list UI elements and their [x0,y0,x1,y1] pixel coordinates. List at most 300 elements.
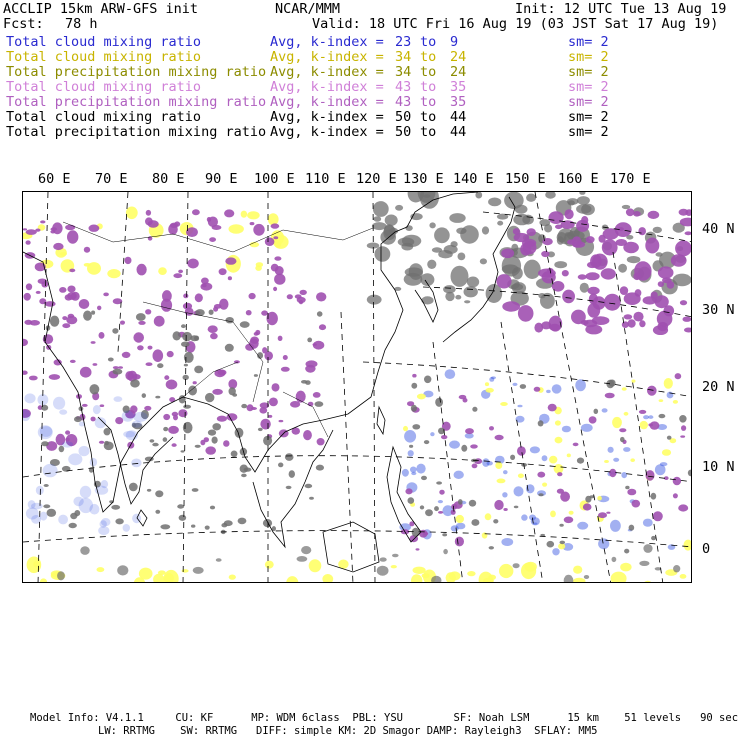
field-blob [183,294,188,299]
field-blob [416,464,425,474]
field-blob [554,261,567,268]
field-blob [441,435,447,439]
field-blob [489,546,494,549]
field-blob [500,402,508,406]
field-blob [449,441,460,449]
field-blob [678,504,688,511]
field-blob [417,394,426,400]
legend-to: to [420,34,437,50]
field-blob [219,299,228,310]
field-blob [485,382,489,386]
field-blob [155,510,160,514]
field-blob [673,493,678,498]
legend-smoothing: sm= 2 [568,94,609,110]
field-blob [193,567,204,574]
field-blob [522,239,536,247]
field-blob [576,204,591,214]
legend-smoothing: sm= 2 [568,79,609,95]
field-blob [40,512,48,521]
field-blob [499,564,513,578]
field-blob [495,435,504,440]
field-blob [451,510,456,515]
field-blob [684,328,692,333]
field-blob [31,503,43,510]
field-blob [526,194,536,202]
field-blob [620,437,625,442]
field-blob [538,269,556,278]
field-blob [409,445,413,448]
latitude-label: 40 N [702,221,735,237]
field-blob [273,236,278,239]
field-blob [613,458,619,462]
field-blob [513,563,520,568]
field-blob [268,213,279,225]
grid-line [535,192,611,583]
legend-k-start: 50 [395,124,412,140]
field-blob [580,283,589,293]
field-blob [115,518,123,524]
field-blob [667,436,672,440]
field-blob [486,388,494,393]
field-blob [261,310,268,315]
field-blob [651,536,656,540]
field-blob [482,226,489,234]
field-blob [575,379,586,391]
field-blob [274,256,281,260]
legend-to: to [420,64,437,80]
field-blob [584,575,589,579]
field-blob [455,295,461,300]
field-blob [247,404,254,411]
field-blob [65,430,70,434]
field-blob [67,230,78,243]
field-blob [673,565,680,572]
field-blob [497,479,506,484]
field-blob [132,421,142,428]
field-blob [136,313,146,321]
field-blob [80,486,91,499]
field-blob [172,412,178,417]
field-blob [684,540,693,551]
field-blob [537,472,545,478]
field-blob [517,405,522,408]
field-blob [193,381,197,384]
field-blob [84,247,90,253]
field-blob [402,469,409,477]
model-title: ACCLIP 15km ARW-GFS init [3,1,199,17]
field-blob [609,380,616,387]
field-blob [621,472,627,478]
field-blob [658,281,664,287]
field-blob [155,490,163,497]
field-blob [179,395,186,403]
field-blob [268,415,272,418]
longitude-label: 160 E [558,171,599,187]
field-blob [438,500,443,503]
field-blob [648,415,653,419]
field-blob [303,430,312,440]
field-blob [155,396,160,399]
field-blob [241,404,247,408]
field-blob [620,563,631,572]
field-blob [209,310,214,315]
legend-k-start: 43 [395,79,412,95]
field-blob [587,303,600,318]
field-blob [398,237,415,246]
field-blob [264,351,273,360]
field-blob [413,567,426,574]
field-blob [178,270,183,274]
field-blob [219,268,227,275]
field-blob [212,225,222,230]
field-blob [367,295,382,305]
field-blob [36,486,44,495]
field-blob [463,398,468,403]
field-blob [289,470,295,478]
field-blob [524,562,537,572]
field-blob [265,237,275,246]
field-blob [150,439,155,442]
field-blob [279,420,284,422]
legend-k-start: 34 [395,49,412,65]
field-blob [555,225,562,230]
field-blob [164,570,179,583]
field-blob [68,453,82,465]
field-blob [246,310,252,315]
model-info-line-2: LW: RRTMG SW: RRTMG DIFF: simple KM: 2D Smagor DAMP: Rayleigh3 SFLAY: MM5 [98,725,598,737]
field-blob [205,446,216,454]
field-blob [680,435,685,437]
field-blob [29,376,38,381]
field-blob [133,332,144,342]
field-blob [93,363,98,366]
field-blob [217,416,227,422]
field-blob [249,293,256,299]
field-blob [623,447,630,452]
field-blob [629,525,635,531]
legend-to: to [420,79,437,95]
field-blob [590,254,602,268]
field-blob [226,317,234,323]
field-blob [479,572,493,583]
field-blob [555,420,561,425]
field-blob [521,514,527,520]
field-blob [467,277,479,288]
field-blob [208,325,218,333]
field-blob [145,309,151,314]
field-blob [173,331,181,340]
field-blob [443,549,448,554]
field-blob [586,236,595,243]
field-blob [80,546,89,555]
field-blob [65,294,73,300]
field-blob [41,405,48,411]
field-blob [23,339,28,346]
field-blob [146,210,151,216]
field-blob [482,532,488,538]
field-blob [207,217,211,222]
field-blob [469,500,476,507]
field-blob [225,344,234,352]
field-blob [115,417,123,424]
map-canvas [23,192,692,583]
field-blob [194,336,199,341]
field-blob [385,215,398,226]
field-blob [538,493,543,496]
legend-smoothing: sm= 2 [568,124,609,140]
field-blob [549,456,557,464]
legend-k-end: 35 [450,79,467,95]
field-blob [265,561,274,569]
field-blob [564,575,574,583]
field-blob [611,572,627,583]
field-blob [258,428,263,431]
field-blob [91,341,96,344]
field-blob [212,389,223,395]
field-blob [534,387,541,392]
field-blob [502,492,507,497]
field-blob [454,471,464,479]
field-blob [622,205,630,209]
field-blob [160,524,170,529]
field-blob [430,432,434,436]
field-blob [680,574,687,579]
field-blob [228,276,232,280]
field-blob [250,222,255,225]
field-blob [510,455,515,460]
legend-k-end: 44 [450,109,467,125]
legend-avg: Avg, k-index = [270,109,384,125]
field-blob [628,319,636,327]
field-blob [548,404,557,412]
field-blob [624,549,629,554]
field-blob [531,517,540,525]
field-blob [223,440,229,447]
field-blob [152,443,158,447]
field-blob [647,386,657,396]
field-blob [129,483,138,492]
field-blob [501,249,514,259]
field-blob [439,490,444,495]
field-blob [494,500,503,510]
field-blob [583,503,592,510]
field-blob [79,299,90,309]
field-blob [146,362,153,366]
field-blob [181,450,185,452]
field-blob [275,241,281,248]
field-blob [620,286,628,295]
field-blob [651,493,657,500]
field-blob [421,476,427,480]
field-blob [192,209,200,215]
legend-k-start: 23 [395,34,412,50]
field-blob [79,498,93,513]
legend-k-end: 35 [450,94,467,110]
latitude-label: 30 N [702,302,735,318]
field-blob [179,515,187,521]
field-blob [557,236,564,245]
field-blob [101,518,111,526]
legend-avg: Avg, k-index = [270,124,384,140]
field-blob [238,518,247,525]
field-blob [524,260,541,279]
field-blob [545,192,556,199]
legend-field: Total precipitation mixing ratio [6,124,267,140]
grid-line [183,192,188,583]
field-blob [305,365,315,373]
field-blob [395,205,403,211]
legend-field: Total precipitation mixing ratio [6,64,267,80]
field-blob [278,336,283,341]
field-blob [89,225,100,232]
field-blob [403,426,408,431]
field-blob [552,548,559,555]
legend-k-end: 24 [450,49,467,65]
field-blob [608,447,614,453]
field-blob [585,496,591,503]
field-blob [594,409,599,414]
field-blob [604,294,621,311]
field-blob [24,320,32,325]
field-blob [182,332,192,341]
init-time: Init: 12 UTC Tue 13 Aug 19 [515,1,727,17]
field-blob [605,393,615,399]
field-blob [549,324,560,331]
field-blob [100,404,105,407]
latitude-label: 0 [702,541,711,557]
legend-smoothing: sm= 2 [568,49,609,65]
model-info-line-1: Model Info: V4.1.1 CU: KF MP: WDM 6class PBL: YSU SF: Noah LSM 15 km 51 levels 90 sec [30,712,739,724]
field-blob [322,574,333,583]
field-blob [112,328,118,334]
field-blob [163,427,168,431]
longitude-label: 110 E [305,171,346,187]
forecast-hours: 78 h [65,16,98,32]
field-blob [79,446,90,456]
field-blob [449,571,461,580]
field-blob [408,497,415,504]
field-blob [319,324,326,330]
latitude-label: 10 N [702,459,735,475]
field-blob [645,238,659,254]
field-blob [103,293,109,297]
field-blob [557,489,564,494]
field-blob [624,314,633,319]
field-blob [66,316,77,324]
field-blob [634,261,651,280]
field-blob [372,222,387,230]
field-blob [62,441,73,447]
field-blob [49,374,60,380]
field-blob [104,441,109,445]
field-blob [241,474,247,478]
field-blob [168,426,179,434]
field-blob [648,211,660,219]
field-blob [538,420,544,426]
field-blob [683,317,692,322]
field-blob [26,240,31,244]
field-blob [662,449,671,456]
field-blob [70,513,77,519]
field-blob [181,324,186,328]
field-blob [482,458,489,467]
field-blob [87,262,101,275]
field-blob [434,227,450,243]
field-blob [502,301,520,311]
field-blob [316,465,324,471]
field-blob [253,224,264,236]
field-blob [210,333,218,339]
legend-avg: Avg, k-index = [270,79,384,95]
field-blob [573,443,579,447]
field-blob [43,464,58,477]
legend-smoothing: sm= 2 [568,34,609,50]
field-blob [619,428,626,432]
field-blob [59,287,66,293]
longitude-label: 130 E [403,171,444,187]
field-blob [62,323,70,328]
field-blob [97,306,101,311]
field-blob [182,569,189,573]
longitude-label: 150 E [505,171,546,187]
field-blob [673,477,681,486]
field-blob [114,396,123,402]
field-blob [23,228,27,230]
field-blob [317,311,323,316]
field-blob [256,262,263,267]
longitude-label: 140 E [453,171,494,187]
field-blob [305,484,313,488]
field-blob [640,421,648,429]
field-blob [122,411,134,422]
field-blob [588,287,600,295]
field-blob [93,405,101,414]
field-blob [307,338,312,343]
field-blob [316,292,326,301]
field-blob [624,412,629,416]
field-blob [410,467,417,473]
field-blob [108,358,114,362]
field-blob [589,416,597,423]
field-blob [602,408,608,412]
field-blob [685,231,692,235]
field-blob [404,430,416,443]
field-blob [527,228,536,236]
field-blob [173,273,182,278]
field-blob [67,286,75,293]
legend-field: Total cloud mixing ratio [6,79,202,95]
field-blob [569,511,574,515]
field-blob [188,386,197,396]
field-blob [609,469,616,477]
field-blob [464,300,470,303]
valid-time: Valid: 18 UTC Fri 16 Aug 19 (03 JST Sat 17 Aug 19) [312,16,719,32]
field-blob [170,223,178,228]
field-blob [123,524,130,532]
field-blob [564,517,574,524]
field-blob [209,237,216,242]
field-blob [283,355,288,360]
field-blob [671,254,687,267]
field-blob [309,559,322,572]
field-blob [423,532,428,535]
field-blob [451,241,458,247]
legend-avg: Avg, k-index = [270,34,384,50]
field-blob [380,557,387,561]
field-blob [567,454,571,458]
field-blob [74,416,82,422]
field-blob [667,281,675,289]
